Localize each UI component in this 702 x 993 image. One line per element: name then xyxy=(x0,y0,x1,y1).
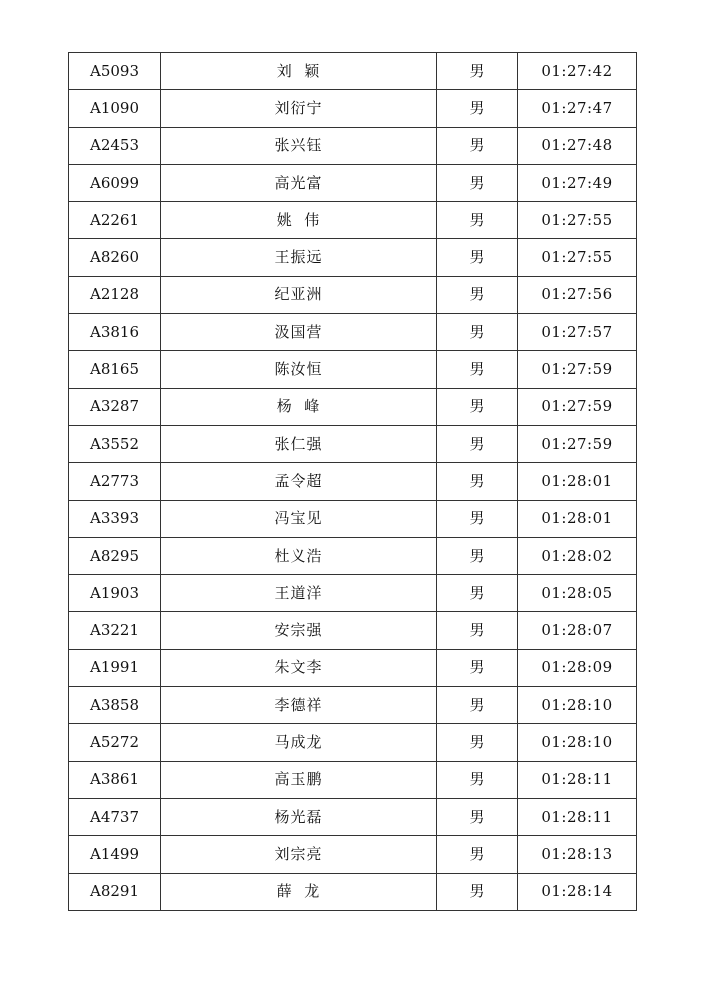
runner-name-cell: 杨光磊 xyxy=(161,798,437,835)
bib-number-cell: A8165 xyxy=(69,351,161,388)
bib-number-cell: A5093 xyxy=(69,53,161,90)
gender-cell: 男 xyxy=(437,724,518,761)
gender-cell: 男 xyxy=(437,836,518,873)
bib-number-cell: A3858 xyxy=(69,687,161,724)
finish-time-cell: 01:27:59 xyxy=(518,351,637,388)
gender-cell: 男 xyxy=(437,873,518,910)
gender-cell: 男 xyxy=(437,90,518,127)
runner-name-cell: 陈汝恒 xyxy=(161,351,437,388)
finish-time-cell: 01:27:55 xyxy=(518,202,637,239)
runner-name-cell: 王振远 xyxy=(161,239,437,276)
table-row xyxy=(69,239,637,276)
runner-name-cell: 刘 颖 xyxy=(161,53,437,90)
runner-name-cell: 朱文李 xyxy=(161,649,437,686)
bib-number-cell: A2128 xyxy=(69,276,161,313)
bib-number-cell: A8260 xyxy=(69,239,161,276)
bib-number-cell: A2261 xyxy=(69,202,161,239)
finish-time-cell: 01:28:09 xyxy=(518,649,637,686)
gender-cell: 男 xyxy=(437,314,518,351)
gender-cell: 男 xyxy=(437,798,518,835)
finish-time-cell: 01:28:02 xyxy=(518,537,637,574)
gender-cell: 男 xyxy=(437,53,518,90)
table-row xyxy=(69,649,637,686)
finish-time-cell: 01:28:13 xyxy=(518,836,637,873)
bib-number-cell: A1991 xyxy=(69,649,161,686)
finish-time-cell: 01:28:14 xyxy=(518,873,637,910)
runner-name-cell: 高光富 xyxy=(161,164,437,201)
gender-cell: 男 xyxy=(437,276,518,313)
gender-cell: 男 xyxy=(437,761,518,798)
finish-time-cell: 01:27:57 xyxy=(518,314,637,351)
bib-number-cell: A3287 xyxy=(69,388,161,425)
runner-name-cell: 杜义浩 xyxy=(161,537,437,574)
runner-name-cell: 杨 峰 xyxy=(161,388,437,425)
runner-name-cell: 孟令超 xyxy=(161,463,437,500)
runner-name-cell: 李德祥 xyxy=(161,687,437,724)
gender-cell: 男 xyxy=(437,164,518,201)
table-row xyxy=(69,537,637,574)
bib-number-cell: A6099 xyxy=(69,164,161,201)
bib-number-cell: A1903 xyxy=(69,575,161,612)
table-row xyxy=(69,575,637,612)
bib-number-cell: A3393 xyxy=(69,500,161,537)
bib-number-cell: A3861 xyxy=(69,761,161,798)
table-row xyxy=(69,314,637,351)
gender-cell: 男 xyxy=(437,202,518,239)
finish-time-cell: 01:27:48 xyxy=(518,127,637,164)
table-row xyxy=(69,761,637,798)
bib-number-cell: A1499 xyxy=(69,836,161,873)
runner-name-cell: 高玉鹏 xyxy=(161,761,437,798)
runner-name-cell: 汲国营 xyxy=(161,314,437,351)
table-row xyxy=(69,500,637,537)
gender-cell: 男 xyxy=(437,388,518,425)
bib-number-cell: A5272 xyxy=(69,724,161,761)
runner-name-cell: 马成龙 xyxy=(161,724,437,761)
results-table-body xyxy=(69,53,637,911)
table-row xyxy=(69,202,637,239)
finish-time-cell: 01:27:59 xyxy=(518,388,637,425)
table-row xyxy=(69,463,637,500)
runner-name-cell: 冯宝见 xyxy=(161,500,437,537)
finish-time-cell: 01:28:01 xyxy=(518,500,637,537)
runner-name-cell: 薛 龙 xyxy=(161,873,437,910)
bib-number-cell: A3221 xyxy=(69,612,161,649)
table-row xyxy=(69,873,637,910)
gender-cell: 男 xyxy=(437,463,518,500)
runner-name-cell: 王道洋 xyxy=(161,575,437,612)
runner-name-cell: 刘宗亮 xyxy=(161,836,437,873)
finish-time-cell: 01:28:01 xyxy=(518,463,637,500)
finish-time-cell: 01:28:11 xyxy=(518,761,637,798)
runner-name-cell: 安宗强 xyxy=(161,612,437,649)
table-row xyxy=(69,388,637,425)
finish-time-cell: 01:27:55 xyxy=(518,239,637,276)
table-row xyxy=(69,90,637,127)
finish-time-cell: 01:27:42 xyxy=(518,53,637,90)
gender-cell: 男 xyxy=(437,425,518,462)
bib-number-cell: A8291 xyxy=(69,873,161,910)
gender-cell: 男 xyxy=(437,537,518,574)
bib-number-cell: A4737 xyxy=(69,798,161,835)
finish-time-cell: 01:28:07 xyxy=(518,612,637,649)
gender-cell: 男 xyxy=(437,687,518,724)
gender-cell: 男 xyxy=(437,575,518,612)
table-row xyxy=(69,351,637,388)
bib-number-cell: A3552 xyxy=(69,425,161,462)
runner-name-cell: 纪亚洲 xyxy=(161,276,437,313)
finish-time-cell: 01:28:05 xyxy=(518,575,637,612)
finish-time-cell: 01:27:47 xyxy=(518,90,637,127)
table-row xyxy=(69,724,637,761)
runner-name-cell: 刘衍宁 xyxy=(161,90,437,127)
bib-number-cell: A3816 xyxy=(69,314,161,351)
runner-name-cell: 张仁强 xyxy=(161,425,437,462)
gender-cell: 男 xyxy=(437,500,518,537)
table-row xyxy=(69,798,637,835)
runner-name-cell: 姚 伟 xyxy=(161,202,437,239)
bib-number-cell: A8295 xyxy=(69,537,161,574)
results-table xyxy=(68,52,637,911)
finish-time-cell: 01:28:10 xyxy=(518,724,637,761)
table-row xyxy=(69,612,637,649)
table-row xyxy=(69,425,637,462)
finish-time-cell: 01:27:59 xyxy=(518,425,637,462)
bib-number-cell: A2773 xyxy=(69,463,161,500)
table-row xyxy=(69,836,637,873)
gender-cell: 男 xyxy=(437,612,518,649)
table-row xyxy=(69,164,637,201)
bib-number-cell: A2453 xyxy=(69,127,161,164)
finish-time-cell: 01:28:10 xyxy=(518,687,637,724)
runner-name-cell: 张兴钰 xyxy=(161,127,437,164)
table-row xyxy=(69,687,637,724)
finish-time-cell: 01:27:56 xyxy=(518,276,637,313)
gender-cell: 男 xyxy=(437,351,518,388)
finish-time-cell: 01:28:11 xyxy=(518,798,637,835)
gender-cell: 男 xyxy=(437,649,518,686)
gender-cell: 男 xyxy=(437,127,518,164)
table-row xyxy=(69,53,637,90)
gender-cell: 男 xyxy=(437,239,518,276)
table-row xyxy=(69,127,637,164)
bib-number-cell: A1090 xyxy=(69,90,161,127)
table-row xyxy=(69,276,637,313)
finish-time-cell: 01:27:49 xyxy=(518,164,637,201)
